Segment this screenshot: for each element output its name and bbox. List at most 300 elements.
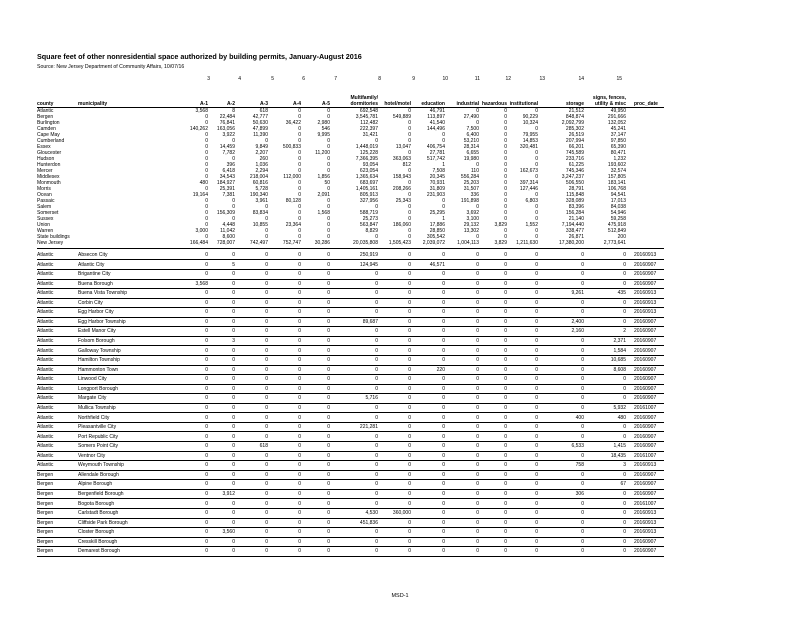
proc-date: 20160913 [634, 290, 657, 297]
table-cell: 0 [504, 150, 507, 157]
proc-date: 20160907 [634, 414, 657, 421]
proc-date: 20160907 [634, 424, 657, 431]
table-cell: 588,719 [359, 210, 378, 217]
table-cell: 0 [476, 328, 479, 335]
table-cell: 21,512 [568, 108, 584, 114]
table-cell: 0 [298, 114, 301, 121]
table-cell: 31,507 [463, 186, 479, 193]
municipality-name: Folsom Borough [78, 338, 115, 345]
table-cell: 0 [298, 414, 301, 421]
table-cell: 0 [504, 500, 507, 507]
table-cell: 0 [623, 261, 626, 268]
row-divider [37, 527, 664, 528]
table-cell: 0 [504, 519, 507, 526]
column-number: 10 [442, 76, 448, 82]
table-cell: 0 [375, 529, 378, 536]
table-cell: 83,834 [252, 210, 268, 217]
table-cell: 0 [232, 452, 235, 459]
table-cell: 0 [408, 443, 411, 450]
table-cell: 190,340 [249, 192, 268, 199]
table-cell: 0 [504, 538, 507, 545]
proc-date: 20160907 [634, 433, 657, 440]
table-cell: 11,200 [315, 150, 330, 157]
county-name: Bergen [37, 500, 54, 507]
table-cell: 305,542 [426, 234, 445, 241]
table-cell: 3,922 [222, 132, 235, 139]
table-cell: 0 [535, 338, 538, 345]
table-cell: 0 [375, 299, 378, 306]
table-cell: 0 [327, 234, 330, 241]
proc-date: 20160907 [634, 338, 657, 345]
column-header: education [421, 101, 445, 107]
proc-date: 20160907 [634, 443, 657, 450]
table-cell: 0 [327, 500, 330, 507]
table-cell: 0 [535, 328, 538, 335]
table-cell: 191,898 [460, 198, 479, 205]
table-cell: 3,961 [255, 198, 268, 205]
table-cell: 0 [205, 357, 208, 364]
table-cell: 0 [298, 500, 301, 507]
table-cell: 0 [232, 299, 235, 306]
county-name: Warren [37, 228, 54, 235]
table-cell: 0 [327, 299, 330, 306]
table-cell: 0 [298, 186, 301, 193]
county-name: New Jersey [37, 240, 64, 247]
table-cell: 0 [265, 385, 268, 392]
table-cell: 0 [298, 261, 301, 268]
table-cell: 0 [205, 198, 208, 205]
row-divider [37, 355, 664, 356]
table-cell: 0 [205, 433, 208, 440]
table-cell: 618 [259, 108, 268, 114]
table-cell: 0 [623, 519, 626, 526]
table-cell: 0 [504, 168, 507, 175]
table-cell: 0 [205, 510, 208, 517]
table-cell: 0 [504, 366, 507, 373]
municipality-name: Hammonton Town [78, 366, 119, 373]
table-cell: 0 [298, 471, 301, 478]
table-cell: 0 [504, 433, 507, 440]
table-cell: 0 [476, 204, 479, 211]
column-number: 9 [412, 76, 415, 82]
proc-date: 20160907 [634, 318, 657, 325]
table-cell: 1,856 [317, 174, 330, 181]
table-cell: 106,768 [607, 186, 626, 193]
county-name: Bergen [37, 519, 54, 526]
table-cell: 0 [408, 347, 411, 354]
table-cell: 0 [375, 443, 378, 450]
table-cell: 0 [408, 395, 411, 402]
table-cell: 0 [535, 228, 538, 235]
table-cell: 28,850 [429, 228, 445, 235]
table-cell: 0 [375, 366, 378, 373]
page-title: Square feet of other nonresidential space authorized by building permits, January-August 2016 [37, 52, 362, 61]
table-cell: 50 [324, 180, 330, 187]
table-cell: 742,497 [249, 240, 268, 247]
table-cell: 0 [265, 452, 268, 459]
county-name: Atlantic [37, 433, 54, 440]
table-cell: 28,791 [568, 186, 584, 193]
table-cell: 0 [581, 309, 584, 316]
table-cell: 0 [442, 510, 445, 517]
municipality-name: Weymouth Township [78, 462, 124, 469]
table-cell: 692,548 [359, 108, 378, 114]
table-cell: 17,380,200 [558, 240, 584, 247]
table-cell: 0 [375, 452, 378, 459]
table-cell: 0 [298, 108, 301, 114]
table-cell: 0 [504, 252, 507, 258]
municipality-header: municipality [78, 101, 108, 107]
table-cell: 0 [504, 510, 507, 517]
municipality-name: Longport Borough [78, 385, 119, 392]
table-cell: 0 [408, 108, 411, 114]
table-cell: 0 [442, 385, 445, 392]
county-name: Morris [37, 186, 51, 193]
county-name: Atlantic [37, 252, 54, 258]
table-cell: 0 [623, 385, 626, 392]
table-cell: 0 [232, 347, 235, 354]
table-cell: 200 [617, 234, 626, 241]
county-name: Bergen [37, 481, 54, 488]
table-cell: 30,286 [314, 240, 330, 247]
table-cell: 13,047 [395, 144, 411, 151]
table-cell: 59,258 [610, 216, 626, 223]
table-cell: 0 [442, 433, 445, 440]
table-cell: 291,666 [607, 114, 626, 121]
table-cell: 0 [298, 452, 301, 459]
table-cell: 0 [504, 261, 507, 268]
table-cell: 0 [205, 271, 208, 278]
column-header: utility & misc [594, 101, 626, 107]
county-name: Essex [37, 144, 51, 151]
proc-date: 20160907 [634, 385, 657, 392]
table-cell: 0 [504, 114, 507, 121]
table-cell: 3,545,781 [355, 114, 378, 121]
table-cell: 0 [408, 433, 411, 440]
table-cell: 0 [535, 443, 538, 450]
table-cell: 0 [504, 198, 507, 205]
table-cell: 0 [408, 529, 411, 536]
table-cell: 0 [476, 395, 479, 402]
table-cell: 0 [535, 174, 538, 181]
county-name: Atlantic [37, 309, 54, 316]
table-cell: 0 [442, 491, 445, 497]
table-cell: 0 [232, 481, 235, 488]
row-divider [37, 518, 664, 519]
table-cell: 90,229 [522, 114, 538, 121]
table-cell: 0 [298, 204, 301, 211]
table-cell: 1,448,019 [355, 144, 378, 151]
table-cell: 0 [265, 318, 268, 325]
table-cell: 0 [476, 404, 479, 411]
table-cell: 0 [327, 108, 330, 114]
table-cell: 0 [232, 548, 235, 555]
table-cell: 0 [623, 500, 626, 507]
county-name: Atlantic [37, 318, 54, 325]
table-cell: 3,568 [195, 108, 208, 114]
table-cell: 93,054 [362, 162, 378, 169]
table-cell: 0 [504, 299, 507, 306]
table-cell: 156,309 [216, 210, 235, 217]
row-divider [37, 336, 664, 337]
table-cell: 10,324 [522, 120, 538, 127]
table-cell: 0 [504, 414, 507, 421]
table-cell: 49,950 [610, 108, 626, 114]
table-cell: 8,829 [365, 228, 378, 235]
table-cell: 157,805 [607, 174, 626, 181]
row-divider [37, 345, 664, 346]
table-cell: 0 [408, 192, 411, 199]
table-cell: 14,853 [522, 138, 538, 145]
table-cell: 0 [298, 290, 301, 297]
row-divider [37, 460, 664, 461]
table-cell: 506,550 [565, 180, 584, 187]
table-cell: 0 [581, 338, 584, 345]
table-cell: 110 [471, 168, 479, 175]
municipality-name: Atlantic City [78, 261, 105, 268]
table-cell: 0 [535, 481, 538, 488]
table-cell: 0 [265, 471, 268, 478]
table-cell: 0 [504, 108, 507, 114]
table-cell: 5 [232, 261, 235, 268]
municipality-name: Hamilton Township [78, 357, 120, 364]
table-cell: 0 [504, 338, 507, 345]
table-cell: 0 [327, 228, 330, 235]
table-cell: 0 [232, 433, 235, 440]
table-cell: 31,421 [362, 132, 378, 139]
table-cell: 0 [205, 144, 208, 151]
table-cell: 0 [408, 280, 411, 287]
table-cell: 186,060 [392, 222, 411, 229]
table-cell: 0 [298, 338, 301, 345]
column-number: 5 [271, 76, 274, 82]
page-footer: MSD-1 [391, 593, 409, 599]
table-cell: 0 [375, 491, 378, 497]
table-cell: 0 [232, 376, 235, 383]
column-header: hazardous [481, 101, 507, 107]
county-name: State buildings [37, 234, 70, 241]
table-cell: 0 [623, 309, 626, 316]
table-cell: 0 [232, 318, 235, 325]
table-cell: 0 [504, 443, 507, 450]
table-cell: 0 [504, 228, 507, 235]
table-cell: 0 [205, 385, 208, 392]
table-cell: 0 [232, 216, 235, 223]
table-cell: 34,543 [219, 174, 235, 181]
table-cell: 0 [623, 395, 626, 402]
table-cell: 758 [575, 462, 584, 469]
table-cell: 166,484 [189, 240, 208, 247]
table-cell: 32,574 [610, 168, 626, 175]
table-cell: 0 [205, 290, 208, 297]
table-cell: 0 [232, 280, 235, 287]
row-divider [37, 279, 664, 280]
table-cell: 0 [408, 500, 411, 507]
table-cell: 0 [298, 548, 301, 555]
municipality-name: Buena Borough [78, 280, 113, 287]
table-cell: 0 [375, 481, 378, 488]
table-cell: 0 [476, 299, 479, 306]
table-cell: 0 [408, 150, 411, 157]
table-cell: 0 [442, 318, 445, 325]
table-cell: 0 [442, 538, 445, 545]
table-cell: 683,697 [359, 180, 378, 187]
table-cell: 0 [581, 510, 584, 517]
proc-date: 20160907 [634, 271, 657, 278]
table-cell: 11,390 [253, 132, 268, 139]
table-cell: 0 [327, 138, 330, 145]
table-cell: 0 [232, 404, 235, 411]
municipality-name: Northfield City [78, 414, 110, 421]
table-cell: 623,054 [359, 168, 378, 175]
table-cell: 0 [623, 271, 626, 278]
table-cell: 549,889 [392, 114, 411, 121]
proc-date: 20160907 [634, 328, 657, 335]
column-header: institutional [509, 101, 538, 107]
table-cell: 0 [298, 132, 301, 139]
table-cell: 0 [476, 108, 479, 114]
table-cell: 0 [408, 318, 411, 325]
row-divider [37, 489, 664, 490]
table-cell: 0 [504, 318, 507, 325]
table-cell: 0 [265, 433, 268, 440]
table-cell: 0 [205, 395, 208, 402]
table-cell: 0 [205, 491, 208, 497]
table-cell: 0 [535, 162, 538, 169]
column-header-top: Multifamily/ [350, 95, 378, 101]
table-cell: 1,505,423 [388, 240, 411, 247]
table-cell: 0 [535, 252, 538, 258]
table-cell: 0 [442, 338, 445, 345]
table-cell: 0 [408, 309, 411, 316]
table-cell: 0 [408, 290, 411, 297]
proc-date: 20160907 [634, 548, 657, 555]
table-cell: 0 [581, 395, 584, 402]
table-cell: 3,692 [466, 210, 479, 217]
table-cell: 0 [408, 338, 411, 345]
table-cell: 0 [265, 299, 268, 306]
table-cell: 0 [298, 462, 301, 469]
table-cell: 0 [205, 156, 208, 163]
municipality-name: Margate City [78, 395, 107, 402]
table-cell: 0 [535, 414, 538, 421]
table-cell: 0 [232, 385, 235, 392]
table-cell: 0 [327, 144, 330, 151]
table-cell: 0 [581, 433, 584, 440]
table-cell: 7,500 [466, 126, 479, 133]
column-number: 7 [334, 76, 337, 82]
county-name: Bergen [37, 114, 54, 121]
table-cell: 0 [298, 126, 301, 133]
table-cell: 0 [205, 414, 208, 421]
table-cell: 132,052 [607, 120, 626, 127]
table-cell: 0 [265, 424, 268, 431]
table-cell: 6,533 [571, 443, 584, 450]
table-cell: 0 [535, 424, 538, 431]
municipality-name: Pleasantville City [78, 424, 117, 431]
county-name: Atlantic [37, 347, 54, 354]
row-divider [37, 326, 664, 327]
table-cell: 0 [327, 216, 330, 223]
table-cell: 0 [535, 234, 538, 241]
table-cell: 0 [535, 395, 538, 402]
table-cell: 0 [504, 471, 507, 478]
table-cell: 0 [535, 491, 538, 497]
table-cell: 0 [408, 491, 411, 497]
table-cell: 0 [442, 198, 445, 205]
table-cell: 0 [265, 491, 268, 497]
table-cell: 0 [265, 529, 268, 536]
table-cell: 2,092,799 [561, 120, 584, 127]
table-cell: 9,261 [571, 290, 584, 297]
table-cell: 112,482 [360, 120, 378, 127]
table-cell: 0 [442, 280, 445, 287]
table-cell: 0 [265, 500, 268, 507]
table-cell: 7,194,440 [561, 222, 584, 229]
table-cell: 115,848 [566, 192, 584, 199]
table-cell: 2,773,641 [603, 240, 626, 247]
county-name: Bergen [37, 529, 54, 536]
row-divider [37, 546, 664, 547]
table-cell: 6,418 [222, 168, 235, 175]
table-cell: 0 [504, 424, 507, 431]
table-cell: 0 [504, 376, 507, 383]
row-divider [37, 288, 664, 289]
table-cell: 25,295 [429, 210, 445, 217]
table-cell: 0 [535, 318, 538, 325]
table-cell: 221,281 [359, 424, 378, 431]
table-cell: 0 [623, 491, 626, 497]
row-divider [37, 479, 664, 480]
table-cell: 3 [232, 338, 235, 345]
table-cell: 0 [265, 280, 268, 287]
table-cell: 0 [232, 156, 235, 163]
table-cell: 0 [476, 529, 479, 536]
county-name: Mercer [37, 168, 53, 175]
table-cell: 0 [375, 385, 378, 392]
table-cell: 848,874 [565, 114, 584, 121]
table-cell: 0 [535, 529, 538, 536]
table-cell: 0 [327, 198, 330, 205]
county-name: Atlantic [37, 395, 54, 402]
table-cell: 0 [265, 404, 268, 411]
county-name: Ocean [37, 192, 52, 199]
table-cell: 0 [375, 357, 378, 364]
table-cell: 0 [327, 156, 330, 163]
municipality-name: Bogota Borough [78, 500, 115, 507]
table-cell: 0 [442, 132, 445, 139]
table-cell: 0 [232, 366, 235, 373]
table-cell: 0 [205, 318, 208, 325]
municipality-name: Closter Borough [78, 529, 115, 536]
table-cell: 0 [327, 529, 330, 536]
row-divider [37, 470, 664, 471]
table-cell: 18,435 [610, 452, 626, 459]
table-cell: 0 [535, 462, 538, 469]
table-cell: 0 [232, 198, 235, 205]
table-cell: 0 [375, 338, 378, 345]
table-cell: 0 [327, 338, 330, 345]
table-cell: 156,284 [565, 210, 584, 217]
table-cell: 0 [535, 433, 538, 440]
table-cell: 0 [623, 280, 626, 287]
table-cell: 400 [575, 414, 584, 421]
county-name: Bergen [37, 471, 54, 478]
county-name: Atlantic [37, 424, 54, 431]
table-cell: 2,039,072 [422, 240, 445, 247]
table-cell: 0 [476, 309, 479, 316]
table-cell: 0 [375, 204, 378, 211]
